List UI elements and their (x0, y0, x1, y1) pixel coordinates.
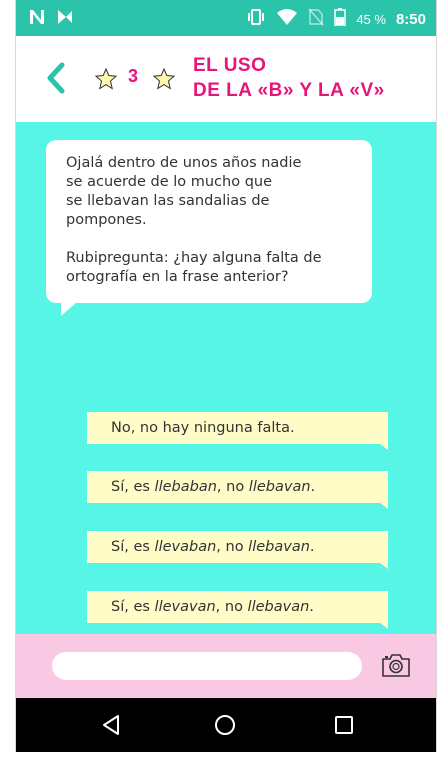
wifi-icon (276, 8, 298, 30)
star-icon (153, 68, 175, 94)
clock: 8:50 (395, 10, 426, 28)
answer-option[interactable]: Sí, es llebaban, no llebavan. (87, 471, 388, 503)
level-number: 3 (128, 66, 139, 86)
lesson-title-line1: EL USO (193, 55, 267, 76)
answer-option[interactable]: Sí, es llevavan, no llebavan. (87, 591, 388, 623)
nav-home-button[interactable] (214, 714, 236, 740)
answer-option[interactable]: No, no hay ninguna falta. (87, 412, 388, 444)
circle-home-icon (214, 714, 236, 736)
status-bar (16, 0, 436, 36)
no-sim-icon (308, 8, 324, 30)
nav-back-button[interactable] (101, 714, 121, 740)
system-nav-bar (16, 698, 436, 752)
download-notification-icon (56, 8, 74, 30)
app-header (16, 36, 436, 122)
bot-message-paragraph: Ojalá dentro de unos años nadie se acuerde de lo mucho que se llebavan las sandalias de pompones. (66, 155, 302, 228)
vibrate-icon (246, 8, 266, 30)
lesson-title-line2: DE LA «B» Y LA «V» (193, 80, 385, 101)
camera-button[interactable] (381, 651, 411, 679)
n-notification-icon (28, 8, 46, 30)
bot-message-question: Rubipregunta: ¿hay alguna falta de ortografía en la frase anterior? (66, 250, 322, 285)
square-recents-icon (334, 715, 354, 735)
chevron-left-icon (42, 60, 72, 96)
camera-icon (381, 651, 411, 679)
battery-percent: 45 % (356, 11, 386, 27)
triangle-back-icon (101, 714, 121, 736)
input-bar (16, 634, 436, 698)
battery-icon (334, 8, 346, 30)
bot-message-bubble (46, 140, 372, 303)
nav-recents-button[interactable] (334, 715, 354, 739)
chat-area (16, 122, 436, 634)
lesson-title (193, 53, 385, 103)
phone-screen (15, 0, 437, 752)
back-button[interactable] (42, 60, 72, 96)
answer-option[interactable]: Sí, es llevaban, no llebavan. (87, 531, 388, 563)
message-input[interactable] (52, 652, 362, 680)
bubble-tail (61, 302, 77, 316)
star-icon (95, 68, 117, 94)
